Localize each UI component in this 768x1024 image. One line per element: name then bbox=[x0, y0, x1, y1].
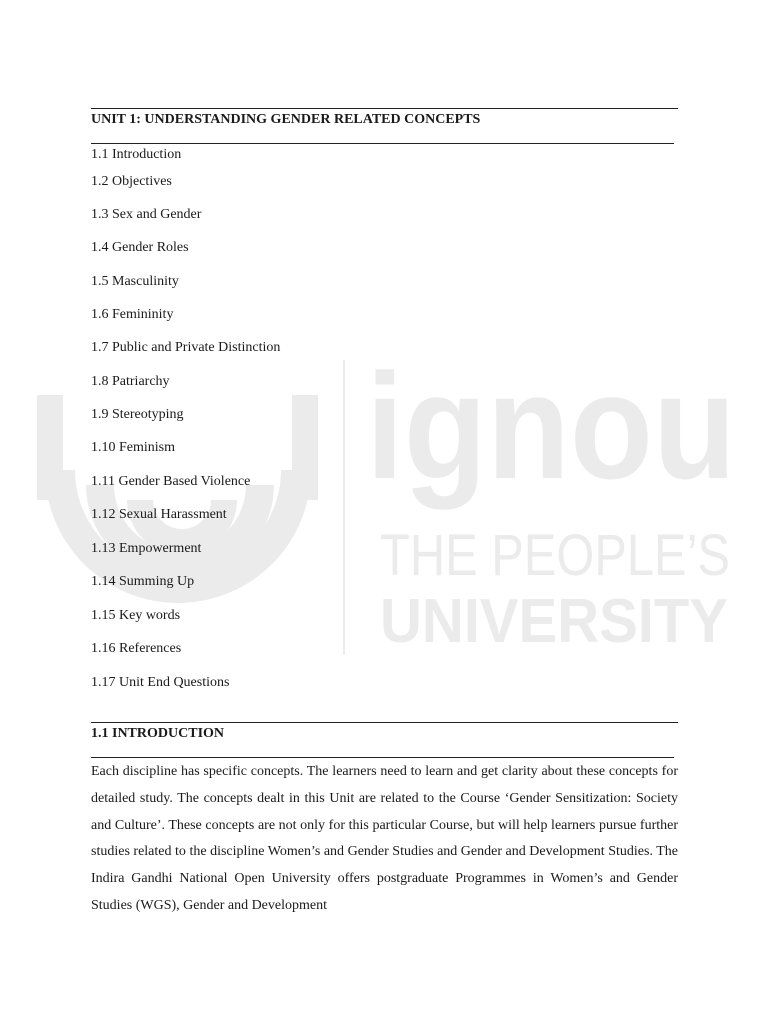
toc-item: 1.2 Objectives bbox=[91, 174, 172, 189]
toc-item: 1.3 Sex and Gender bbox=[91, 207, 202, 222]
intro-paragraph: Each discipline has specific concepts. The learners need to learn and get clarity about these concepts for detailed study. The concepts dealt in this Unit are related to the Course ‘Gender Sensitization: Society and Culture’. These concepts are not only for this particular Course, but will help learners pursue further studies related to the discipline Women’s and Gender Studies and Gender and Development Studies. The Indira Gandhi National Open University offers postgraduate Programmes in Women’s and Gender Studies (WGS), Gender and Development bbox=[91, 764, 678, 913]
watermark-tagline-line1: THE PEOPLE’S bbox=[380, 523, 730, 588]
toc-item: 1.12 Sexual Harassment bbox=[91, 507, 227, 522]
toc-item: 1.4 Gender Roles bbox=[91, 240, 189, 255]
toc-item: 1.14 Summing Up bbox=[91, 574, 195, 589]
toc-item: 1.6 Femininity bbox=[91, 307, 174, 322]
toc-item: 1.13 Empowerment bbox=[91, 541, 202, 556]
intro-heading: 1.1 INTRODUCTION bbox=[91, 726, 225, 741]
watermark-brand: ignou bbox=[366, 342, 736, 510]
intro-heading-top-rule bbox=[91, 722, 678, 723]
toc-item: 1.10 Feminism bbox=[91, 440, 176, 455]
watermark-tagline-line2: UNIVERSITY bbox=[380, 587, 728, 656]
unit-title-bottom-rule bbox=[91, 143, 674, 144]
toc-item: 1.11 Gender Based Violence bbox=[91, 474, 251, 489]
unit-title-top-rule bbox=[91, 108, 678, 109]
toc-item: 1.16 References bbox=[91, 641, 182, 656]
toc-item: 1.9 Stereotyping bbox=[91, 407, 184, 422]
unit-title: UNIT 1: UNDERSTANDING GENDER RELATED CONCEPTS bbox=[91, 112, 481, 127]
toc-item: 1.5 Masculinity bbox=[91, 274, 179, 289]
toc-item: 1.15 Key words bbox=[91, 608, 181, 623]
toc-item: 1.7 Public and Private Distinction bbox=[91, 340, 281, 355]
toc-item: 1.8 Patriarchy bbox=[91, 374, 170, 389]
toc-item: 1.1 Introduction bbox=[91, 147, 182, 162]
toc-item: 1.17 Unit End Questions bbox=[91, 675, 230, 690]
intro-heading-bottom-rule bbox=[91, 757, 674, 758]
